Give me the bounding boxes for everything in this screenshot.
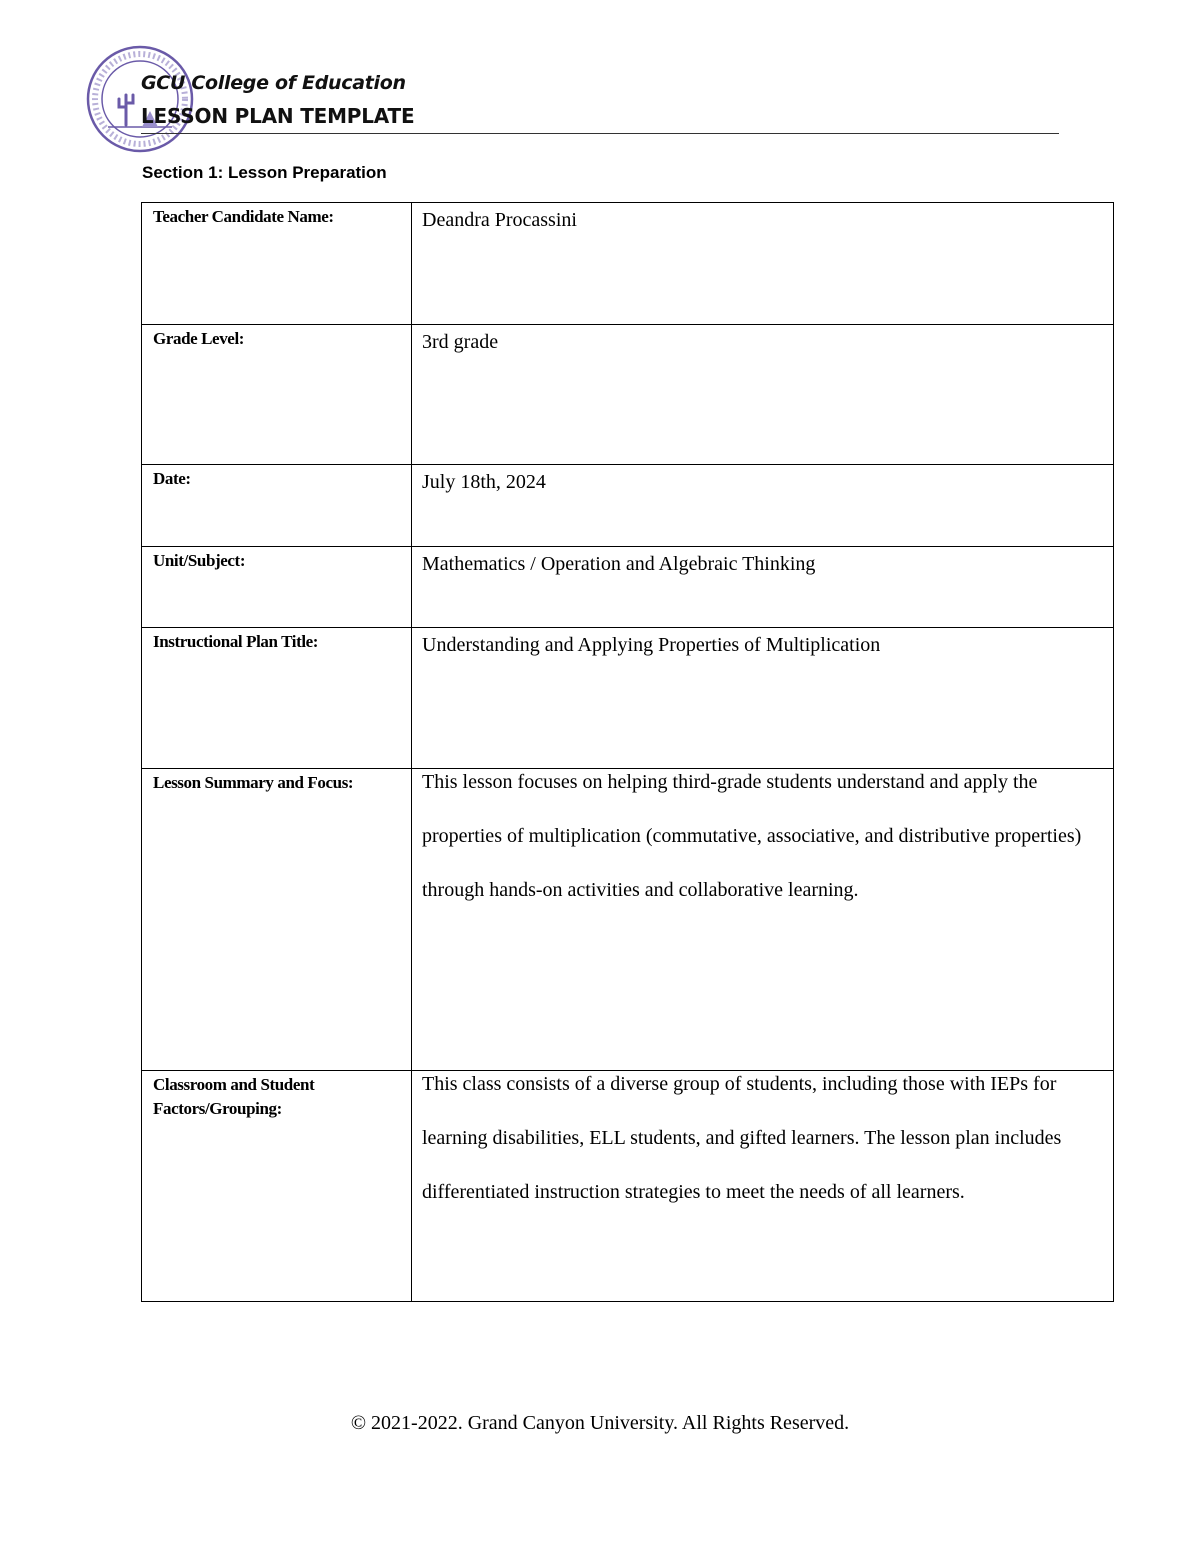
lesson-preparation-table (141, 202, 1114, 1302)
unit-subject-label: Unit/Subject: (142, 547, 412, 628)
table-row (142, 769, 1114, 1071)
college-name: GCU College of Education (141, 72, 406, 94)
section-heading: Section 1: Lesson Preparation (142, 163, 387, 182)
table-row (142, 628, 1114, 769)
plan-title-value: Understanding and Applying Properties of Multiplication (412, 628, 1114, 769)
copyright-footer: © 2021-2022. Grand Canyon University. All Rights Reserved. (350, 1412, 850, 1434)
table-row (142, 465, 1114, 547)
date-value: July 18th, 2024 (412, 465, 1114, 547)
university-seal-icon (86, 45, 194, 153)
grade-level-label: Grade Level: (142, 325, 412, 465)
lesson-summary-cell (412, 769, 1114, 1071)
template-title: LESSON PLAN TEMPLATE (141, 104, 415, 128)
table-row (142, 547, 1114, 628)
date-label: Date: (142, 465, 412, 547)
classroom-factors-value: This class consists of a diverse group of students, including those with IEPs for learning disabilities, ELL students, and gifted learners. The lesson plan includes differentiated instruction strategies to meet the needs of all learners. (422, 1073, 1062, 1203)
header-divider (141, 133, 1059, 134)
lesson-summary-value: This lesson focuses on helping third-grade students understand and apply the properties of multiplication (commutative, associative, and distributive properties) through hands-on activities and collaborative learning. (422, 771, 1082, 901)
table-row (142, 1071, 1114, 1302)
classroom-factors-cell (412, 1071, 1114, 1302)
grade-level-value: 3rd grade (412, 325, 1114, 465)
teacher-name-label: Teacher Candidate Name: (142, 203, 412, 325)
plan-title-label: Instructional Plan Title: (142, 628, 412, 769)
classroom-factors-label: Classroom and Student Factors/Grouping: (142, 1071, 412, 1302)
teacher-name-value: Deandra Procassini (412, 203, 1114, 325)
lesson-summary-label: Lesson Summary and Focus: (142, 769, 412, 1071)
unit-subject-value: Mathematics / Operation and Algebraic Thinking (412, 547, 1114, 628)
table-row (142, 203, 1114, 325)
table-row (142, 325, 1114, 465)
